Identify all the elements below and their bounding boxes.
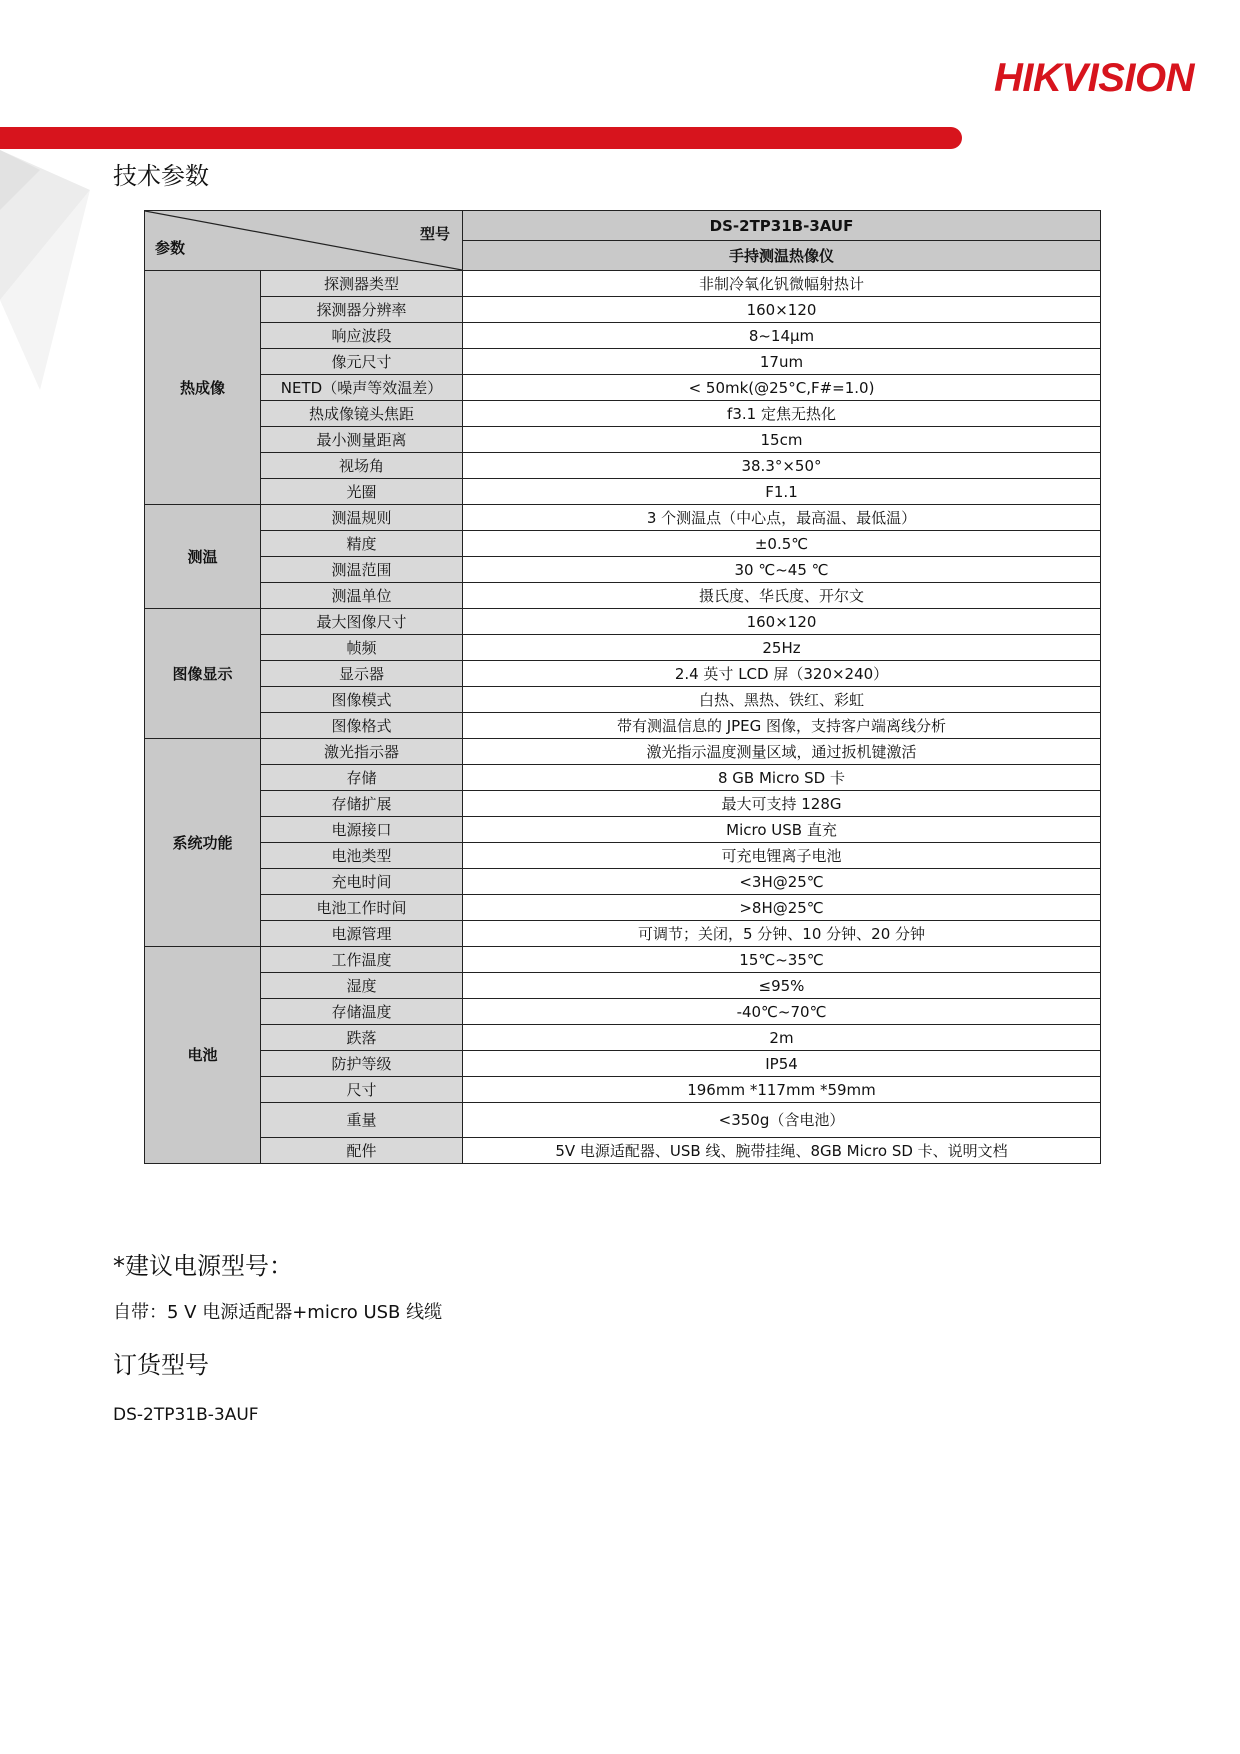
table-row	[145, 843, 1101, 869]
diagonal-divider	[145, 211, 462, 270]
spec-value: 5V 电源适配器、USB 线、腕带挂绳、8GB Micro SD 卡、说明文档	[463, 1138, 1101, 1164]
spec-value: 2.4 英寸 LCD 屏（320×240）	[463, 661, 1101, 687]
spec-value: <350g（含电池）	[463, 1103, 1101, 1138]
category-cell: 系统功能	[145, 739, 261, 947]
table-row	[145, 817, 1101, 843]
spec-value: 17um	[463, 349, 1101, 375]
spec-label: 精度	[261, 531, 463, 557]
spec-label: 电池类型	[261, 843, 463, 869]
spec-value: f3.1 定焦无热化	[463, 401, 1101, 427]
spec-value: 196mm *117mm *59mm	[463, 1077, 1101, 1103]
spec-label: 探测器分辨率	[261, 297, 463, 323]
spec-value: 8 GB Micro SD 卡	[463, 765, 1101, 791]
spec-value: -40℃~70℃	[463, 999, 1101, 1025]
spec-label: 热成像镜头焦距	[261, 401, 463, 427]
table-row	[145, 1077, 1101, 1103]
spec-label: 配件	[261, 1138, 463, 1164]
product-name-header: 手持测温热像仪	[463, 241, 1101, 271]
spec-value: 非制冷氧化钒微幅射热计	[463, 271, 1101, 297]
table-row	[145, 713, 1101, 739]
spec-label: 充电时间	[261, 869, 463, 895]
section-title-tech: 技术参数	[113, 162, 209, 190]
spec-label: 图像模式	[261, 687, 463, 713]
spec-label: 像元尺寸	[261, 349, 463, 375]
spec-label: 最大图像尺寸	[261, 609, 463, 635]
table-corner-header	[145, 211, 463, 271]
spec-value: < 50mk(@25°C,F#=1.0)	[463, 375, 1101, 401]
order-model-number: DS-2TP31B-3AUF	[113, 1405, 259, 1425]
spec-label: 存储	[261, 765, 463, 791]
spec-label: 存储温度	[261, 999, 463, 1025]
category-cell: 测温	[145, 505, 261, 609]
table-row	[145, 349, 1101, 375]
table-row	[145, 973, 1101, 999]
table-row	[145, 687, 1101, 713]
spec-value: 8~14μm	[463, 323, 1101, 349]
spec-label: 跌落	[261, 1025, 463, 1051]
spec-value: 25Hz	[463, 635, 1101, 661]
table-row	[145, 791, 1101, 817]
spec-label: 测温规则	[261, 505, 463, 531]
spec-value: 15cm	[463, 427, 1101, 453]
corner-decoration	[0, 150, 100, 400]
table-row	[145, 609, 1101, 635]
table-row	[145, 453, 1101, 479]
table-row	[145, 765, 1101, 791]
spec-value: ≤95%	[463, 973, 1101, 999]
table-row	[145, 505, 1101, 531]
corner-model-label: 型号	[419, 225, 450, 243]
spec-label: 电源管理	[261, 921, 463, 947]
brand-logo: HIKVISION	[994, 56, 1194, 100]
spec-value: 15℃~35℃	[463, 947, 1101, 973]
spec-label: NETD（噪声等效温差）	[261, 375, 463, 401]
spec-label: 帧频	[261, 635, 463, 661]
spec-table	[144, 210, 1101, 1164]
table-row	[145, 297, 1101, 323]
spec-value: 激光指示温度测量区域，通过扳机键激活	[463, 739, 1101, 765]
category-cell: 图像显示	[145, 609, 261, 739]
table-row	[145, 1138, 1101, 1164]
model-header: DS-2TP31B-3AUF	[463, 211, 1101, 241]
table-row	[145, 479, 1101, 505]
table-row	[145, 635, 1101, 661]
spec-label: 测温单位	[261, 583, 463, 609]
spec-value: 160×120	[463, 297, 1101, 323]
spec-value: 白热、黑热、铁红、彩虹	[463, 687, 1101, 713]
table-row	[145, 921, 1101, 947]
spec-value: 最大可支持 128G	[463, 791, 1101, 817]
table-row	[145, 323, 1101, 349]
table-row	[145, 401, 1101, 427]
spec-label: 防护等级	[261, 1051, 463, 1077]
table-row	[145, 1103, 1101, 1138]
spec-value: >8H@25℃	[463, 895, 1101, 921]
spec-label: 响应波段	[261, 323, 463, 349]
spec-label: 存储扩展	[261, 791, 463, 817]
table-row	[145, 947, 1101, 973]
table-row	[145, 427, 1101, 453]
spec-value: 30 ℃~45 ℃	[463, 557, 1101, 583]
table-row	[145, 375, 1101, 401]
table-row	[145, 583, 1101, 609]
spec-value: Micro USB 直充	[463, 817, 1101, 843]
table-row	[145, 869, 1101, 895]
table-row	[145, 999, 1101, 1025]
table-row	[145, 271, 1101, 297]
spec-label: 视场角	[261, 453, 463, 479]
spec-label: 重量	[261, 1103, 463, 1138]
header-red-bar	[0, 127, 962, 149]
table-row	[145, 557, 1101, 583]
spec-value: 可充电锂离子电池	[463, 843, 1101, 869]
spec-value: 160×120	[463, 609, 1101, 635]
corner-param-label: 参数	[155, 239, 186, 257]
spec-label: 测温范围	[261, 557, 463, 583]
spec-label: 光圈	[261, 479, 463, 505]
spec-label: 探测器类型	[261, 271, 463, 297]
spec-label: 图像格式	[261, 713, 463, 739]
table-row	[145, 531, 1101, 557]
spec-value: 38.3°×50°	[463, 453, 1101, 479]
spec-value: F1.1	[463, 479, 1101, 505]
spec-value: 3 个测温点（中心点，最高温、最低温）	[463, 505, 1101, 531]
spec-label: 湿度	[261, 973, 463, 999]
spec-label: 尺寸	[261, 1077, 463, 1103]
table-row	[145, 1025, 1101, 1051]
spec-label: 显示器	[261, 661, 463, 687]
spec-value: 带有测温信息的 JPEG 图像，支持客户端离线分析	[463, 713, 1101, 739]
section-title-power: *建议电源型号：	[113, 1252, 293, 1280]
spec-value: <3H@25℃	[463, 869, 1101, 895]
spec-label: 工作温度	[261, 947, 463, 973]
power-description: 自带：5 V 电源适配器+micro USB 线缆	[113, 1302, 443, 1323]
table-row	[145, 895, 1101, 921]
table-row	[145, 1051, 1101, 1077]
table-row	[145, 661, 1101, 687]
spec-label: 电池工作时间	[261, 895, 463, 921]
spec-label: 最小测量距离	[261, 427, 463, 453]
spec-value: ±0.5℃	[463, 531, 1101, 557]
table-row	[145, 739, 1101, 765]
spec-value: 摄氏度、华氏度、开尔文	[463, 583, 1101, 609]
spec-value: IP54	[463, 1051, 1101, 1077]
category-cell: 电池	[145, 947, 261, 1164]
spec-value: 可调节；关闭，5 分钟、10 分钟、20 分钟	[463, 921, 1101, 947]
spec-label: 电源接口	[261, 817, 463, 843]
category-cell: 热成像	[145, 271, 261, 505]
spec-label: 激光指示器	[261, 739, 463, 765]
spec-value: 2m	[463, 1025, 1101, 1051]
section-title-order: 订货型号	[113, 1351, 209, 1379]
